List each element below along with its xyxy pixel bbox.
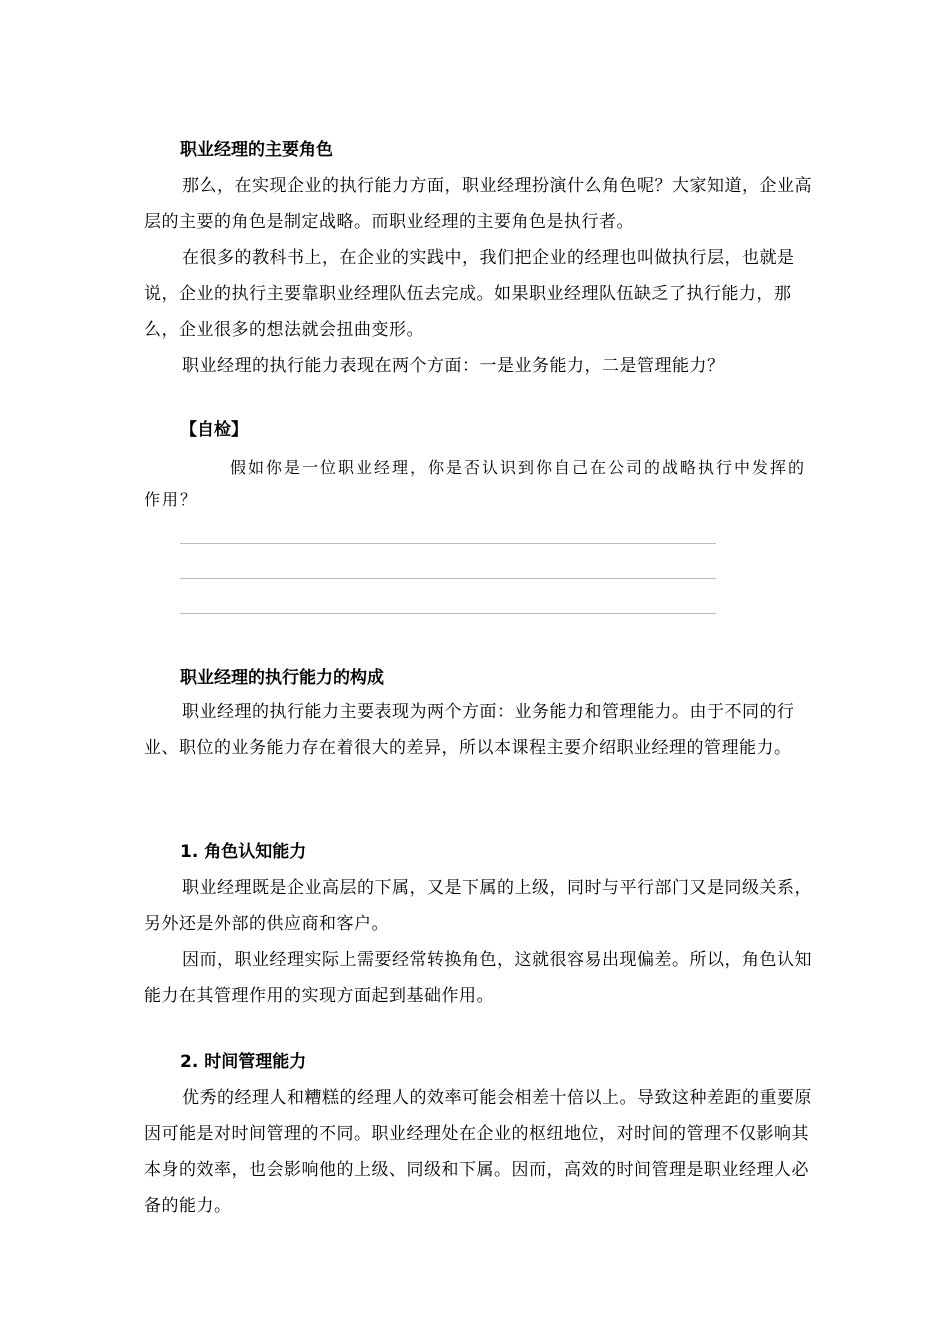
self-check-heading: 【自检】: [180, 420, 248, 440]
section-body-time-management: [144, 1080, 824, 1224]
section-heading-time-management: 2. 时间管理能力: [180, 1052, 307, 1072]
answer-line[interactable]: [180, 613, 716, 614]
paragraph: 因而，职业经理实际上需要经常转换角色，这就很容易出现偏差。所以，角色认知能力在其管理作用的实现方面起到基础作用。: [144, 950, 812, 1006]
self-check-question: 假如你是一位职业经理，你是否认识到你自己在公司的战略执行中发挥的作用？: [144, 458, 807, 509]
answer-line[interactable]: [180, 543, 716, 544]
section-body-capability-composition: [144, 694, 824, 766]
section-heading-capability-composition: 职业经理的执行能力的构成: [180, 668, 384, 688]
section-heading-main-role: 职业经理的主要角色: [180, 140, 333, 160]
section-body-role-cognition: [144, 870, 824, 1014]
section-body-main-role: [144, 168, 824, 384]
answer-line[interactable]: [180, 578, 716, 579]
section-heading-role-cognition: 1. 角色认知能力: [180, 842, 307, 862]
paragraph: 优秀的经理人和糟糕的经理人的效率可能会相差十倍以上。导致这种差距的重要原因可能是对时间管理的不同。职业经理处在企业的枢纽地位，对时间的管理不仅影响其本身的效率，也会影响他的上级、同级和下属。因而，高效的时间管理是职业经理人必备的能力。: [144, 1088, 812, 1216]
paragraph: 职业经理的执行能力表现在两个方面：一是业务能力，二是管理能力？: [182, 356, 725, 376]
paragraph: 在很多的教科书上，在企业的实践中，我们把企业的经理也叫做执行层，也就是说，企业的执行主要靠职业经理队伍去完成。如果职业经理队伍缺乏了执行能力，那么，企业很多的想法就会扭曲变形。: [144, 248, 795, 340]
paragraph: 职业经理既是企业高层的下属，又是下属的上级，同时与平行部门又是同级关系，另外还是外部的供应商和客户。: [144, 878, 812, 934]
paragraph: 职业经理的执行能力主要表现为两个方面：业务能力和管理能力。由于不同的行业、职位的业务能力存在着很大的差异，所以本课程主要介绍职业经理的管理能力。: [144, 702, 795, 758]
paragraph: 那么，在实现企业的执行能力方面，职业经理扮演什么角色呢？大家知道，企业高层的主要的角色是制定战略。而职业经理的主要角色是执行者。: [144, 176, 812, 232]
